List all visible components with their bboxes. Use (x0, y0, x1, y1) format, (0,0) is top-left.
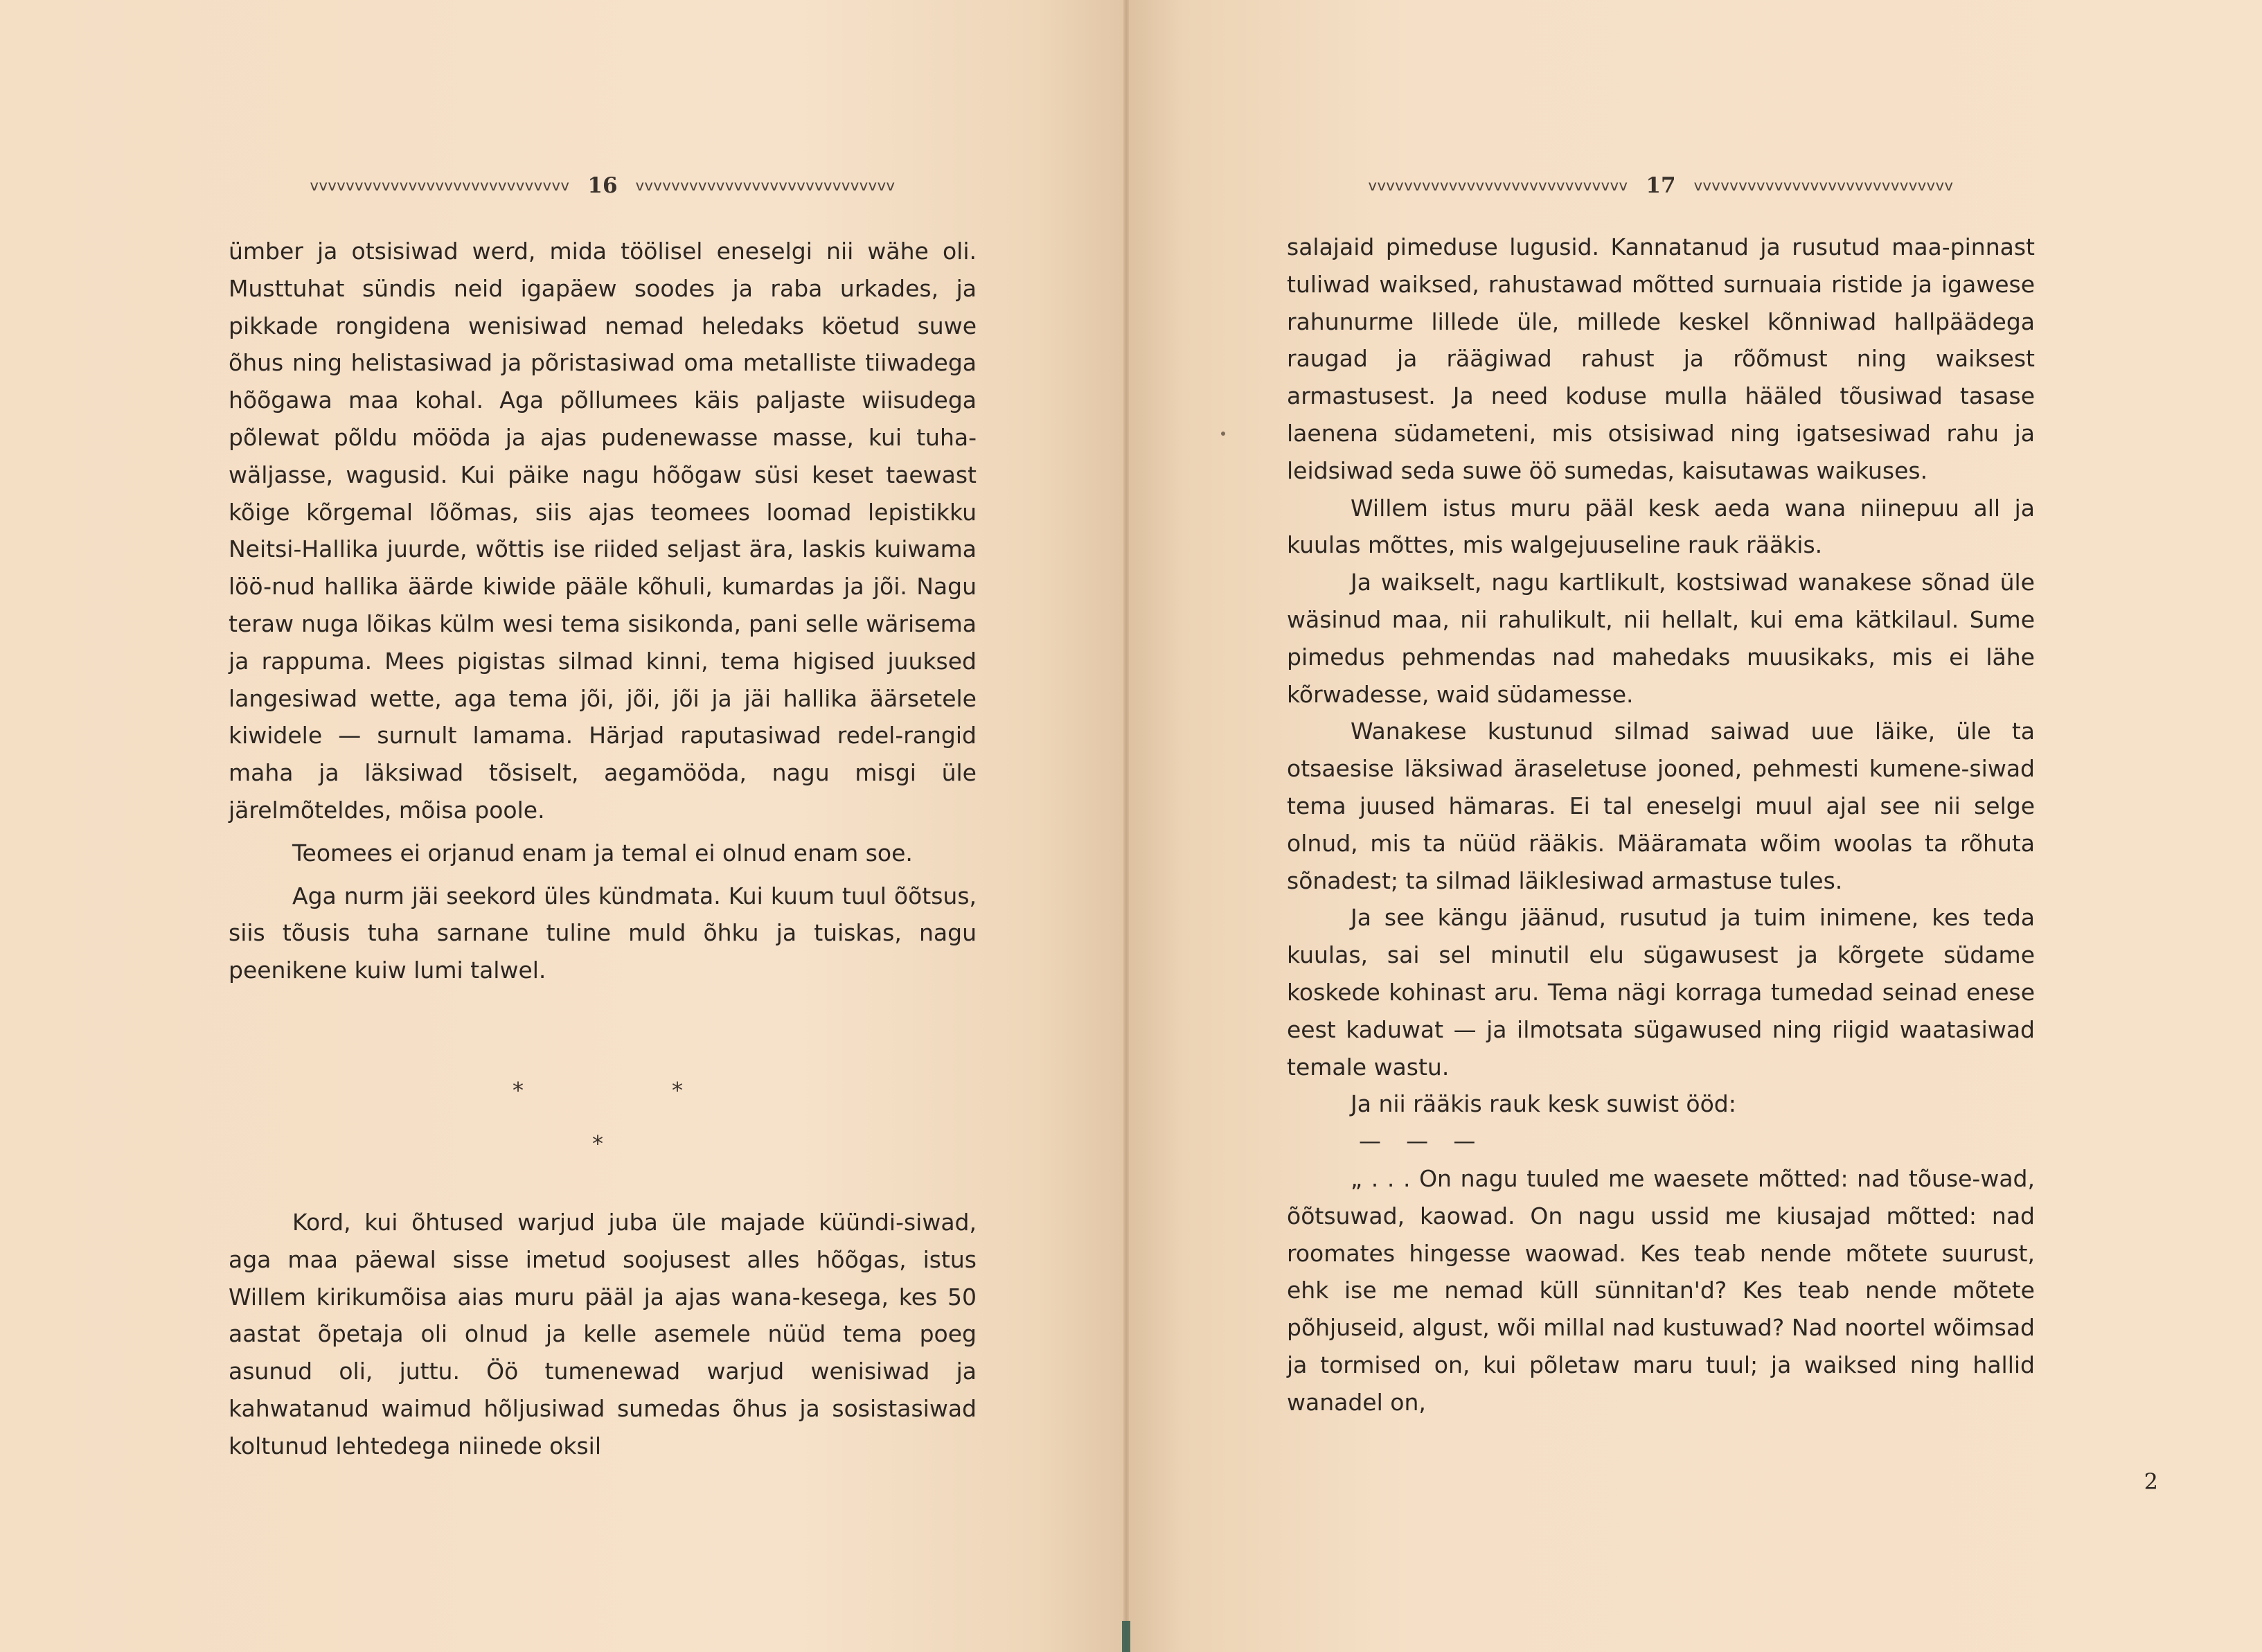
paragraph: Willem istus muru pääl kesk aeda wana niinepuu all ja kuulas mõttes, mis walgejuuseline rauk rääkis. (1287, 494, 2035, 559)
running-head-right (1287, 173, 2035, 198)
binding-edge (1122, 1621, 1130, 1652)
dash: — (1453, 1128, 1476, 1155)
asterisk: * (513, 1077, 524, 1103)
ornament-right: vvvvvvvvvvvvvvvvvvvvvvvvvvvvv (1693, 177, 1954, 194)
left-text-top (229, 233, 977, 989)
ornament-right: vvvvvvvvvvvvvvvvvvvvvvvvvvvvv (635, 177, 896, 194)
dash-separator (1287, 1123, 2035, 1160)
ornament-left: vvvvvvvvvvvvvvvvvvvvvvvvvvvvv (1368, 177, 1628, 194)
asterisk: * (592, 1130, 603, 1157)
paragraph: ümber ja otsisiwad werd, mida töölisel eneselgi nii wähe oli. Musttuhat sündis neid igapäew soodes ja raba urkades, ja pikkade rongidena wenisiwad nemad heledaks köetud suwe õhus ning helistasiwad ja põristasiwad oma metalliste tiiwadega hõõgawa maa kohal. Aga põllumees käis paljaste wiisudega põlewat põldu mööda ja ajas pudenewasse masse, kui tuha-wäljasse, wagusid. Kui päike nagu hõõgaw süsi keset taewast kõige kõrgemal lõõmas, siis ajas teomees loomad lepistikku Neitsi-Hallika juurde, wõttis ise riided seljast ära, laskis kuiwama löö-nud hallika äärde kiwide pääle kõhuli, kumardas ja jõi. Nagu teraw nuga lõikas külm wesi tema sisikonda, pani selle wärisema ja rappuma. Mees pigistas silmad kinni, tema higised juuksed langesiwad wette, aga tema jõi, jõi, jõi ja jäi hallika äärsetele kiwidele — surnult lamama. Härjad raputasiwad redel-rangid maha ja läksiwad tõsiselt, aegamööda, nagu misgi üle järelmõteldes, mõisa poole. (229, 238, 977, 824)
left-text-bottom (229, 1204, 977, 1465)
paragraph: Kord, kui õhtused warjud juba üle majade küündi-siwad, aga maa päewal sisse imetud soojusest alles hõõgas, istus Willem kirikumõisa aias muru pääl ja ajas wana-kesega, kes 50 aastat õpetaja oli olnud ja kelle asemele nüüd tema poeg asunud oli, juttu. Öö tumenewad warjud wenisiwad ja kahwatanud waimud hõljusiwad sumedas õhus ja sosistasiwad koltunud lehtedega niinede oksil (229, 1209, 977, 1459)
paragraph: Wanakese kustunud silmad saiwad uue läike, üle ta otsaesise läksiwad äraseletuse jooned, pehmesti kumene-siwad tema juused hämaras. Ei tal eneselgi muul ajal see nii selge olnud, mis ta nüüd rääkis. Määramata wõim woolas ta rõhuta sõnadest; ta silmad läiklesiwad armastuse tules. (1287, 718, 2035, 894)
page-number: 17 (1646, 173, 1676, 198)
running-head-left (229, 173, 977, 198)
left-page (0, 0, 1126, 1652)
paragraph: Aga nurm jäi seekord üles kündmata. Kui kuum tuul õõtsus, siis tõusis tuha sarnane tuline muld õhku ja tuiskas, nagu peenikene kuiw lumi talwel. (229, 882, 977, 984)
paragraph: Ja see kängu jäänud, rusutud ja tuim inimene, kes teda kuulas, sai sel minutil elu sügawusest ja kõrgete südame koskede kohinast aru. Tema nägi korraga tumedad seinad enese eest kaduwat — ja ilmotsata sügawused ning riigid waatasiwad temale wastu. (1287, 904, 2035, 1081)
dash: — (1359, 1128, 1381, 1155)
ornament-left: vvvvvvvvvvvvvvvvvvvvvvvvvvvvv (310, 177, 570, 194)
book-gutter (1123, 0, 1129, 1652)
paragraph: Ja waikselt, nagu kartlikult, kostsiwad wanakese sõnad üle wäsinud maa, nii rahulikult, nii hellalt, kui ema kätkilaul. Sume pimedus pehmendas nad mahedaks muusikaks, mis ei lähe kõrwadesse, waid südamesse. (1287, 569, 2035, 708)
right-text (1287, 229, 2035, 1421)
quote-paragraph: „ . . . On nagu tuuled me waesete mõtted: nad tõuse-wad, õõtsuwad, kaowad. On nagu ussid me kiusajad mõtted: nad roomates hingesse waowad. Kes teab nende mõtete suurust, ehk ise me nemad küll sünnitan'd? Kes teab nende mõtete põhjuseid, algust, wõi millal nad kustuwad? Nad noortel wõimsad ja tormised on, kui põletaw maru tuul; ja waiksed ning hallid wanadel on, (1287, 1164, 2035, 1416)
dash: — (1406, 1128, 1429, 1155)
paragraph: salajaid pimeduse lugusid. Kannatanud ja rusutud maa-pinnast tuliwad waiksed, rahustawad mõtted surnuaia ristide ja igawese rahunurme lillede üle, millede keskel kõnniwad hallpäädega raugad ja räägiwad rahust ja rõõmust ning waiksest armastusest. Ja need koduse mulla hääled tõusiwad tasase laenena südameteni, mis otsisiwad ning igatsesiwad rahu ja leidsiwad seda suwe öö sumedas, kaisutawas waikuses. (1287, 233, 2035, 484)
signature-mark: 2 (2144, 1468, 2158, 1495)
right-page (1126, 0, 2262, 1652)
asterisk: * (672, 1077, 683, 1103)
paragraph: Ja nii rääkis rauk kesk suwist ööd: (1351, 1090, 1736, 1118)
page-number: 16 (587, 173, 618, 198)
paragraph: Teomees ei orjanud enam ja temal ei olnud enam soe. (292, 839, 913, 867)
paper-speck (1221, 432, 1225, 436)
